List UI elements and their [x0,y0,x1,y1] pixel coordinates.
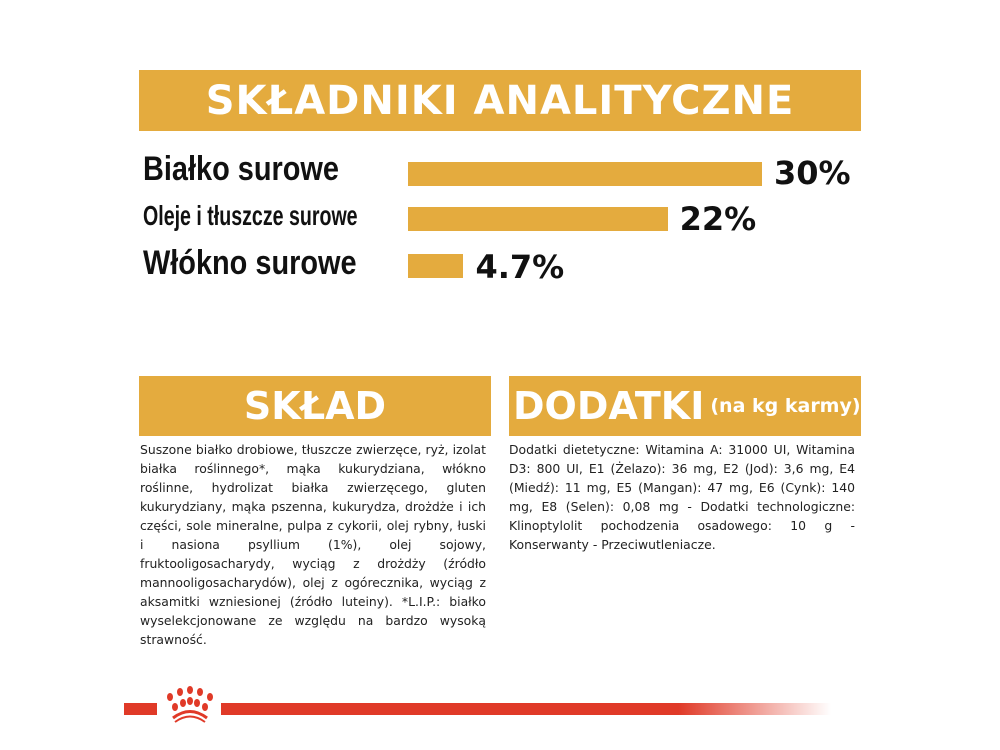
value-fat: 22% [679,200,757,238]
value-fiber: 4.7% [475,248,565,286]
royal-crown-logo [160,685,220,725]
bar-fiber [408,254,463,278]
additives-subtitle: (na kg karmy) [710,395,861,417]
brand-stripe-right [221,703,831,715]
label-fat: Oleje i tłuszcze surowe [143,200,358,231]
additives-title: DODATKI [513,384,705,428]
value-protein: 30% [774,154,851,192]
additives-header [509,376,861,436]
brand-stripe-left [124,703,157,715]
composition-text: Suszone białko drobiowe, tłuszcze zwierzęce, ryż, izolat białka roślinnego*, mąka kukurydziana, włókno roślinne, hydrolizat białka zwierzęcego, gluten kukurydziany, mąka pszenna, kukurydza, drożdże i ich części, sole mineralne, pulpa z cykorii, olej rybny, łuski i nasiona psyllium (1%), olej sojowy, fruktooligosacharydy, wyciąg z drożdży (źródło mannooligosacharydów), olej z ogórecznika, wyciąg z aksamitki wzniesionej (źródło luteiny). *L.I.P.: białko wyselekcjonowane ze względu na bardzo wysoką strawność. [140,442,486,647]
label-protein: Białko surowe [143,150,339,188]
composition-header: SKŁAD [139,376,491,436]
analytic-header: SKŁADNIKI ANALITYCZNE [139,70,861,131]
additives-text: Dodatki dietetyczne: Witamina A: 31000 UI, Witamina D3: 800 UI, E1 (Żelazo): 36 mg, E2 (Jod): 3,6 mg, E4 (Miedź): 11 mg, E5 (Mangan): 47 mg, E6 (Cynk): 140 mg, E8 (Selen): 0,08 mg - Dodatki technologiczne: Klinoptylolit pochodzenia osadowego: 10 g - Konserwanty - Przeciwutleniacze. [509,442,855,552]
label-fiber: Włókno surowe [143,244,357,282]
bar-protein [408,162,762,186]
bar-fat [408,207,668,231]
